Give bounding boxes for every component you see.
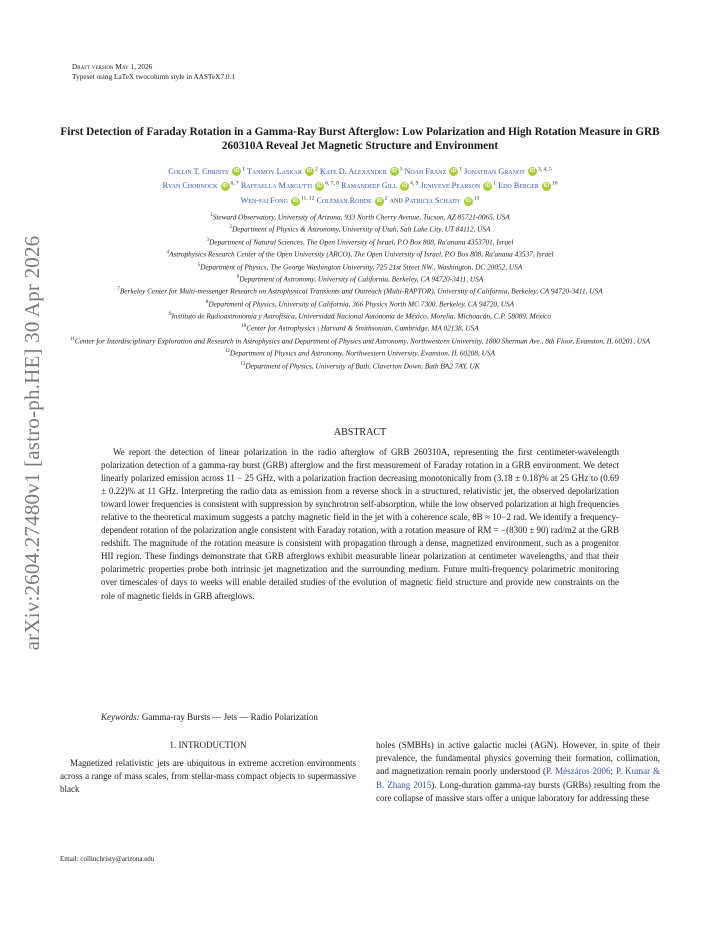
affiliation: $^2$Department of Physics & Astronomy, University of Utah, Salt Lake City, UT 84112, USA: [229, 224, 491, 234]
author[interactable]: Tanmoy Laskar iD $^2$: [246, 166, 318, 176]
affiliation: $^1$Steward Observatory, University of Arizona, 933 North Cherry Avenue, Tucson, AZ 85721-0065, USA: [210, 212, 510, 222]
author[interactable]: Jeniveve Pearson iD $^1$: [420, 180, 497, 191]
author[interactable]: Collin T. Christy iD $^1$: [168, 166, 246, 176]
affiliation: $^{11}$Center for Interdisciplinary Exploration and Research in Astrophysics and Department of Physics and Astronomy, Northwestern University, 1800 Sherman Ave., 8th Floor, Evanston, IL 60201, USA: [69, 336, 651, 346]
footnote-email[interactable]: Email: collinchristy@arizona.edu: [60, 855, 155, 863]
affiliation: $^{13}$Department of Physics, University of Bath, Claverton Down, Bath BA2 7AY, UK: [240, 360, 480, 370]
and-word: and: [389, 196, 403, 206]
orcid-icon[interactable]: iD: [222, 183, 228, 190]
arxiv-stamp: arXiv:2604.27480v1 [astro-ph.HE] 30 Apr 2026: [20, 235, 44, 651]
citation-link[interactable]: P. Mészáros 2006: [545, 766, 611, 777]
author-list: [60, 163, 660, 207]
keywords: [101, 712, 619, 722]
typeset-note: Typeset using LaTeX twocolumn style in AASTeX7.0.1: [72, 72, 236, 81]
affiliation-list: [60, 211, 660, 372]
author[interactable]: Noah Franz iD $^1$: [404, 166, 463, 176]
orcid-icon[interactable]: iD: [451, 168, 457, 175]
author[interactable]: Jonathan Granot iD $^{3, 4, 5}$: [464, 166, 552, 176]
affiliation: $^{12}$Department of Physics and Astronomy, Northwestern University, Evanston, IL 60208, USA: [225, 348, 495, 358]
paper-title: First Detection of Faraday Rotation in a Gamma-Ray Burst Afterglow: Low Polarization and High Rotation Measure in GRB 260310A Reveal Jet Magnetic Structure and Environment: [60, 126, 660, 152]
orcid-icon[interactable]: iD: [543, 183, 550, 190]
intro-left-column: Magnetized relativistic jets are ubiquitous in extreme accretion environments across a range of mass scales, from stellar-mass compact objects to supermassive black: [60, 758, 356, 795]
affiliation: $^7$Berkeley Center for Multi-messenger Research on Astrophysical Transients and Outreach (Multi-RAPTOR), University of California, Berkeley, CA 94720-3411, USA: [117, 286, 603, 296]
author[interactable]: Raffaella Margutti iD $^{6, 7, 8}$: [240, 180, 339, 191]
affiliation: $^{10}$Center for Astrophysics | Harvard & Smithsonian, Cambridge, MA 02138, USA: [241, 323, 479, 333]
keywords-text: Gamma-ray Bursts — Jets — Radio Polarization: [141, 712, 318, 722]
intro-right-column: holes (SMBHs) in active galactic nuclei (AGN). However, in spite of their prevalence, the fundamental physics governing their formation, collimation, and magnetization remain poorly understood (P. Mészáros 2006; P. Kumar & B. Zhang 2015). Long-duration gamma-ray bursts (GRBs) resulting from the core collapse of massive stars offer a unique laboratory for addressing these: [376, 740, 661, 803]
section-heading-introduction: 1. INTRODUCTION: [169, 740, 247, 750]
author[interactable]: Edo Berger iD $^{10}$: [498, 180, 558, 191]
affiliation: $^4$Astrophysics Research Center of the Open University (ARCO), The Open University of Israel, P.O Box 808, Ra'anana 43537, Israel: [166, 249, 554, 259]
orcid-icon[interactable]: iD: [234, 168, 240, 175]
abstract-heading: ABSTRACT: [333, 427, 387, 438]
orcid-icon[interactable]: iD: [485, 183, 491, 190]
orcid-icon[interactable]: iD: [292, 197, 299, 204]
orcid-icon[interactable]: iD: [316, 183, 323, 190]
orcid-icon[interactable]: iD: [376, 197, 383, 204]
affiliation: $^9$Instituto de Radioastronomía y Astrofísica, Universidad Nacional Autónoma de México, Morelia, Michoacán, C.P. 58089, México: [168, 311, 552, 321]
author[interactable]: Ramandeep Gill iD $^{4, 9}$: [341, 180, 419, 191]
orcid-icon[interactable]: iD: [401, 183, 408, 190]
keywords-label: Keywords:: [101, 712, 140, 722]
orcid-icon[interactable]: iD: [391, 168, 397, 175]
citation-link[interactable]: P. Kumar & B. Zhang 2015: [376, 766, 660, 790]
draft-header: [72, 62, 235, 82]
abstract-text: We report the detection of linear polarization in the radio afterglow of GRB 260310A, representing the first centimeter-wavelength polarization detection of a gamma-ray burst (GRB) afterglow and the first measurement of Faraday rotation in a GRB environment. We detect linearly polarized emission across 11 − 25 GHz, with a polarization fraction decreasing monotonically from (3.18 ± 0.18)% at 25 GHz to (0.69 ± 0.22)% at 11 GHz. Interpreting the radio data as emission from a reverse shock in a structured, relativistic jet, the observed depolarization toward lower frequencies is consistent with suppression by synchrotron self-absorption, while the low observed polarization at high frequencies relative to the theoretical maximum suggests a patchy magnetic field in the jet with a coherence scale, θB ≈ 10−2 rad. We identify a frequency-dependent rotation of the polarization angle consistent with Faraday rotation, with a rotation measure of RM = −(8300 ± 90) rad/m2 at the GRB redshift. The magnitude of the rotation measure is consistent with propagation through a dense, magnetized environment, such as a progenitor HII region. These findings demonstrate that GRB afterglows exhibit measurable linear polarization at centimeter wavelengths, and that their polarimetric properties probe both intrinsic jet magnetization and the surrounding medium. Future multi-frequency polarimetric monitoring over timescales of days to weeks will enable detailed studies of the evolution of magnetic field structure and provide new constraints on the role of magnetic fields in GRB afterglows.: [101, 447, 619, 601]
draft-version: Draft version May 1, 2026: [72, 62, 153, 71]
author[interactable]: Coleman Rohde iD $^2$: [316, 195, 388, 206]
author[interactable]: Wen-fai Fong iD $^{11, 12}$: [240, 195, 315, 206]
affiliation: $^6$Department of Astronomy, University of California, Berkeley, CA 94720-3411, USA: [236, 274, 484, 284]
affiliation: $^3$Department of Natural Sciences, The Open University of Israel, P.O Box 808, Ra'anana 4353701, Israel: [206, 237, 514, 247]
orcid-icon[interactable]: iD: [465, 197, 472, 204]
author[interactable]: Patricia Schady iD $^{13}$: [404, 195, 480, 206]
affiliation: $^8$Department of Physics, University of California, 366 Physics North MC 7300, Berkeley, CA 94720, USA: [205, 299, 515, 309]
author[interactable]: Kate D. Alexander iD $^1$: [319, 166, 403, 176]
orcid-icon[interactable]: iD: [529, 168, 536, 175]
affiliation: $^5$Department of Physics, The George Washington University, 725 21st Street NW., Washington, DC 20052, USA: [197, 261, 523, 271]
orcid-icon[interactable]: iD: [306, 168, 313, 175]
author[interactable]: Ryan Chornock iD $^{6, 7}$: [162, 180, 239, 191]
